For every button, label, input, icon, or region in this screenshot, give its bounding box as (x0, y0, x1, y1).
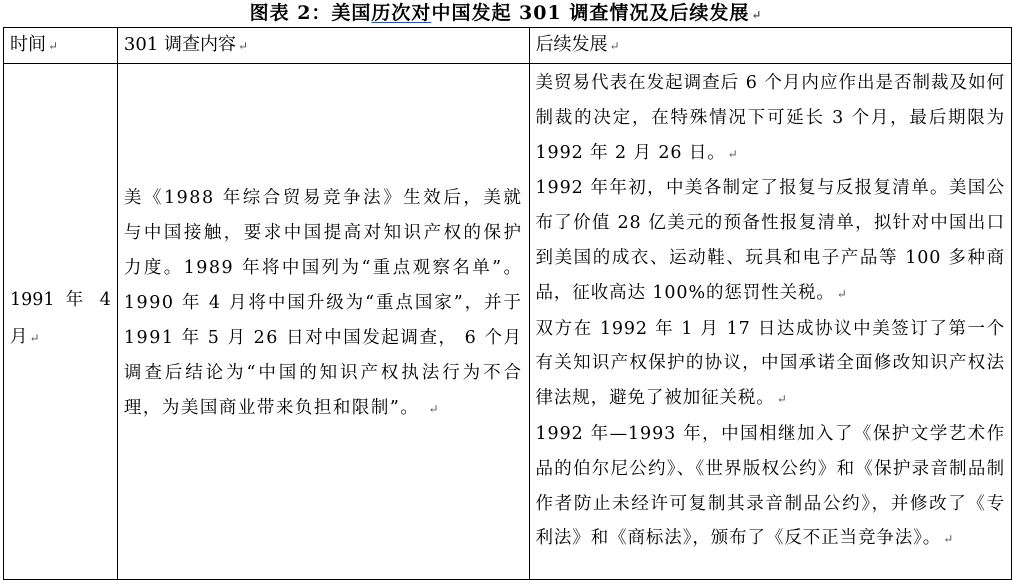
header-cell-development (529, 28, 1012, 64)
paragraph-mark-icon: ↵ (943, 532, 955, 547)
caption-prefix: 图表 2：美国 (249, 2, 372, 24)
paragraph-mark-icon: ↵ (29, 331, 40, 345)
time-text: 1991 年 4 月 (10, 290, 111, 347)
paragraph-mark-icon: ↵ (751, 8, 763, 22)
development-paragraph: 1992 年年初，中美各制定了报复与反报复清单。美国公布了价值 28 亿美元的预备性报复清单，拟针对中国出口到美国的成衣、运动鞋、玩具和电子产品等 100 多种商品，征收高达 100%的惩罚性关税。 ↵ (535, 178, 1005, 303)
header-content-label: 301 调查内容 (123, 34, 236, 55)
content-text: 美《1988 年综合贸易竞争法》生效后，美就与中国接触，要求中国提高对知识产权的保护力度。1989 年将中国列为“重点观察名单”。1990 年 4 月将中国升级为“重点国家”，并于 1991 年 5 月 26 日对中国发起调查， 6 个月调查后结论为“中国的知识产权执法行为不合理，为美国商业带来负担和限制”。 (123, 188, 523, 418)
table-row (4, 64, 1012, 580)
cell-content (117, 64, 529, 580)
paragraph-mark-icon: ↵ (48, 39, 59, 53)
header-cell-time (4, 28, 118, 64)
table-header-row (4, 28, 1012, 64)
header-development-label: 后续发展 (535, 34, 608, 55)
caption-underlined: 历次对 (371, 2, 432, 24)
development-paragraph: 1992 年—1993 年，中国相继加入了《保护文学艺术作品的伯尔尼公约》、《世界版权公约》和《保护录音制品制作者防止未经许可复制其录音制品公约》，并修改了《专利法》和《商标法》，颁布了《反不正当竞争法》。 ↵ (535, 423, 1005, 549)
paragraph-mark-icon: ↵ (836, 286, 848, 301)
table-caption (0, 0, 1012, 26)
development-paragraph: 双方在 1992 年 1 月 17 日达成协议中美签订了第一个有关知识产权保护的协议，中国承诺全面修改知识产权法律法规，避免了被加征关税。 ↵ (535, 318, 1005, 409)
investigation-table (3, 27, 1012, 580)
cell-development (529, 64, 1012, 580)
paragraph-mark-icon: ↵ (238, 39, 249, 53)
paragraph-mark-icon: ↵ (776, 392, 788, 407)
header-time-label: 时间 (10, 34, 46, 55)
paragraph-mark-icon: ↵ (609, 39, 620, 53)
paragraph-mark-icon: ↵ (428, 402, 441, 416)
paragraph-mark-icon: ↵ (727, 146, 739, 161)
header-cell-content (117, 28, 529, 64)
caption-suffix: 中国发起 301 调查情况及后续发展 (431, 2, 750, 24)
development-paragraph: 美贸易代表在发起调查后 6 个月内应作出是否制裁及如何制裁的决定，在特殊情况下可延长 3 个月，最后期限为 1992 年 2 月 26 日。 ↵ (535, 73, 1005, 163)
cell-time (4, 64, 118, 580)
